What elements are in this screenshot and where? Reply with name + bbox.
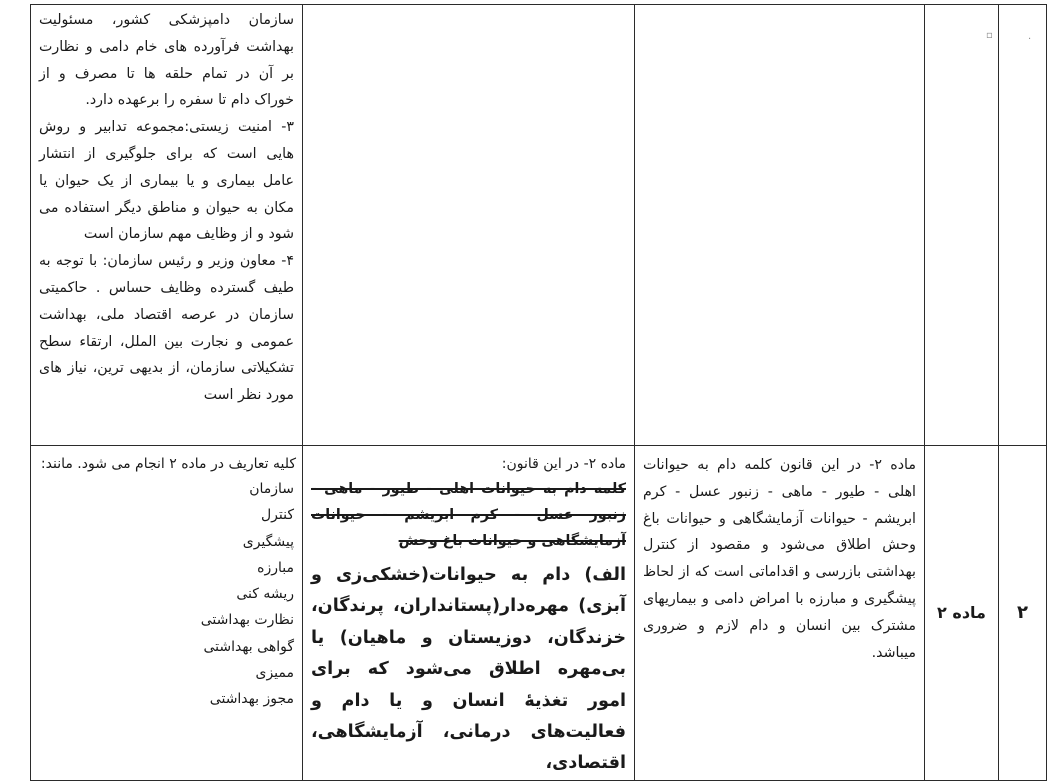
row-number-cell xyxy=(999,5,1047,446)
table-row xyxy=(31,446,1047,781)
table-row xyxy=(31,5,1047,446)
note-paragraph: سازمان دامپزشکی کشور، مسئولیت بهداشت فرآورده های خام دامی و نظارت بر آن در تمام حلقه ها تا مصرف و از خوراک دام تا سفره را برعهده دارد. xyxy=(39,12,294,109)
proposed-heading: ماده ۲- در این قانون: xyxy=(501,456,626,472)
row-number: ۲ xyxy=(1017,602,1028,624)
scan-speck: ▫ xyxy=(986,30,993,41)
scan-speck: · xyxy=(1028,34,1032,45)
notes-cell xyxy=(31,5,303,446)
note-paragraph: ۴- معاون وزیر و رئیس سازمان: با توجه به طیف گسترده وظایف حساس . حاکمیتی سازمان در عرصه اقتصاد ملی، بهداشت عمومی و نجارت بین الملل، ارتقاء سطح تشکیلاتی سازمان، از بدیهی ترین، نیاز های مورد نظر است xyxy=(39,253,294,404)
row-number-cell xyxy=(999,446,1047,781)
note-paragraph: ۳- امنیت زیستی:مجموعه تدابیر و روش هایی است که برای جلوگیری از انتشار عامل بیماری و یا بیماری از یک حیوان یا مکان به حیوان و مناطق دیگر استفاده می شود و از وظایف مهم سازمان است xyxy=(39,119,294,243)
article-cell xyxy=(925,446,999,781)
definition-terms-list xyxy=(31,476,302,713)
list-item: نظارت بهداشتی xyxy=(200,612,294,629)
list-item: پیشگیری xyxy=(242,533,294,550)
list-item: ممیزی xyxy=(255,665,294,682)
list-item: سازمان xyxy=(249,481,294,497)
original-text-cell xyxy=(635,446,925,781)
list-item: کنترل xyxy=(260,507,294,524)
notes-intro: کلیه تعاریف در ماده ۲ انجام می شود. مانند: xyxy=(40,456,296,472)
struck-through-text: کلمه دام به حیوانات اهلی - طیور - ماهی - زنبور عسل - کرم ابریشم - حیوانات آزمایشگاهی و حیوانات باغ وحش xyxy=(311,481,626,549)
original-text-cell xyxy=(635,5,925,446)
proposed-definition: الف) دام به حیوانات(خشکی‌زی و آبزی) مهره‌دار(پستانداران، پرندگان، خزندگان، دوزیستان و ماهیان) یا بی‌مهره اطلاق می‌شود که برای امور تغذیۀ انسان و یا دام و فعالیت‌های درمانی، آزمایشگاهی، اقتصادی، xyxy=(311,565,626,774)
proposed-text-cell xyxy=(303,446,635,781)
list-item: گواهی بهداشتی xyxy=(203,638,294,655)
document-page xyxy=(30,4,1046,772)
proposed-text-cell xyxy=(303,5,635,446)
original-article-text: ماده ۲- در این قانون کلمه دام به حیوانات اهلی - طیور - ماهی - زنبور عسل - کرم ابریشم - حیوانات آزمایشگاهی و حیوانات باغ وحش اطلاق می‌شود و مقصود از کنترل بهداشتی بازرسی و اقداماتی است که از لحاظ پیشگیری و مبارزه با امراض دامی و بیماریهای مشترک بین انسان و دام لازم و ضروری میباشد. xyxy=(643,457,916,661)
article-cell xyxy=(925,5,999,446)
comparison-table xyxy=(30,4,1047,781)
list-item: مبارزه xyxy=(257,559,294,576)
list-item: ریشه کنی xyxy=(236,586,294,603)
article-label: ماده ۲ xyxy=(937,603,986,623)
list-item: مجوز بهداشتی xyxy=(209,691,294,708)
notes-cell xyxy=(31,446,303,781)
